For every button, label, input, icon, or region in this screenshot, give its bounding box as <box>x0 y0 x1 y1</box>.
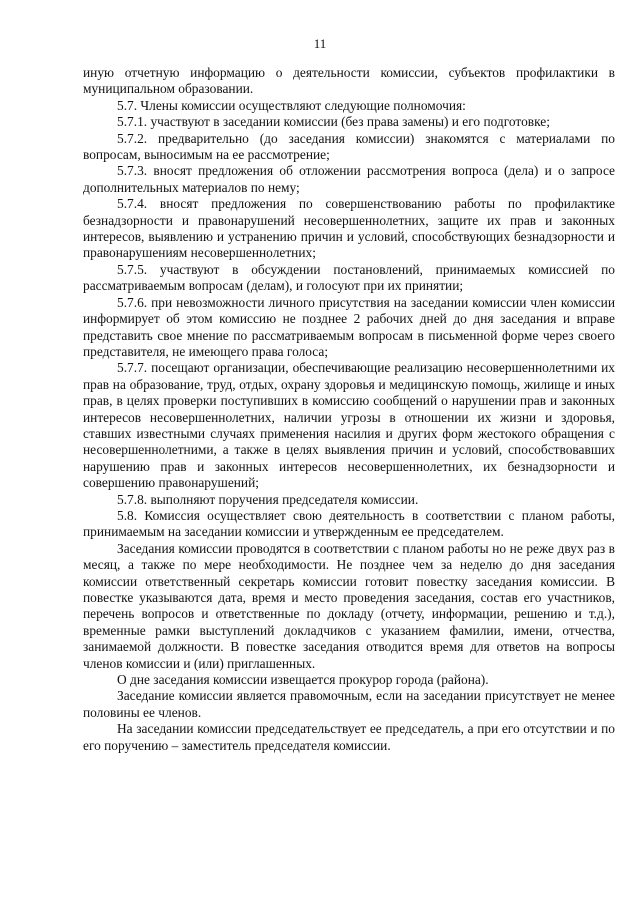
page-number: 11 <box>313 36 327 51</box>
paragraph-5-7: 5.7. Члены комиссии осуществляют следующие полномочия: <box>117 97 466 113</box>
paragraph-5-7-2: 5.7.2. предварительно (до заседания комиссии) знакомятся с материалами по вопросам, выносимым на ее рассмотрение; <box>83 130 615 163</box>
paragraph-5-7-5: 5.7.5. участвуют в обсуждении постановлений, принимаемых комиссией по рассматриваемым вопросам (делам), и голосуют при их принятии; <box>83 261 615 294</box>
paragraph-continuation: иную отчетную информацию о деятельности комиссии, субъектов профилактики в муниципальном образовании. <box>83 65 615 97</box>
paragraph-5-8: 5.8. Комиссия осуществляет свою деятельность в соответствии с планом работы, принимаемым на заседании комиссии и утвержденным ее председателем. <box>83 507 615 540</box>
paragraph-5-7-1: 5.7.1. участвуют в заседании комиссии (без права замены) и его подготовке; <box>117 114 550 130</box>
paragraph-5-7-8: 5.7.8. выполняют поручения председателя комиссии. <box>117 491 419 507</box>
paragraph-5-7-4: 5.7.4. вносят предложения по совершенствованию работы по профилактике безнадзорности и правонарушений несовершеннолетних, защите их прав и законных интересов, выявлению и устранению причин и условий, способствующих безнадзорности и правонарушениям несовершеннолетних; <box>83 196 615 261</box>
paragraph-meetings: Заседания комиссии проводятся в соответствии с планом работы но не реже двух раз в месяц, а также по мере необходимости. Не позднее чем за неделю до дня заседания комиссии ответственный секретарь комиссии готовит повестку заседания комиссии. В повестке указываются дата, время и место проведения заседания, состав его участников, перечень вопросов и ответственные по докладу (отчету, информации, решению и т.д.), временные рамки выступлений докладчиков с указанием фамилии, имени, отчества, занимаемой должности. В повестке заседания отводится время для ответов на вопросы членов комиссии и (или) приглашенных. <box>83 540 615 671</box>
paragraph-chairman: На заседании комиссии председательствует ее председатель, а при его отсутствии и по его поручению – заместитель председателя комиссии. <box>83 721 615 753</box>
paragraph-5-7-7: 5.7.7. посещают организации, обеспечивающие реализацию несовершеннолетними их прав на образование, труд, отдых, охрану здоровья и медицинскую помощь, жилище и иных прав, в целях проверки поступивших в комиссию сообщений о нарушении прав и законных интересов несовершеннолетних, наличии угрозы в отношении их жизни и здоровья, ставших известными случаях применения насилия и других форм жестокого обращения с несовершеннолетними, а также в целях выявления причин и условий, способствовавших нарушению прав и законных интересов несовершеннолетних, их безнадзорности и совершению правонарушений; <box>83 360 615 491</box>
paragraph-5-7-3: 5.7.3. вносят предложения об отложении рассмотрения вопроса (дела) и о запросе дополнительных материалов по нему; <box>83 163 615 195</box>
paragraph-prosecutor: О дне заседания комиссии извещается прокурор города (района). <box>117 672 489 688</box>
document-body <box>83 65 615 754</box>
paragraph-5-7-6: 5.7.6. при невозможности личного присутствия на заседании комиссии член комиссии информирует об этом комиссию не позднее 2 рабочих дней до дня заседания и вправе представить свое мнение по рассматриваемым вопросам в письменной форме через своего представителя, не имеющего права голоса; <box>83 294 615 359</box>
paragraph-quorum: Заседание комиссии является правомочным, если на заседании присутствует не менее половины ее членов. <box>83 688 615 720</box>
